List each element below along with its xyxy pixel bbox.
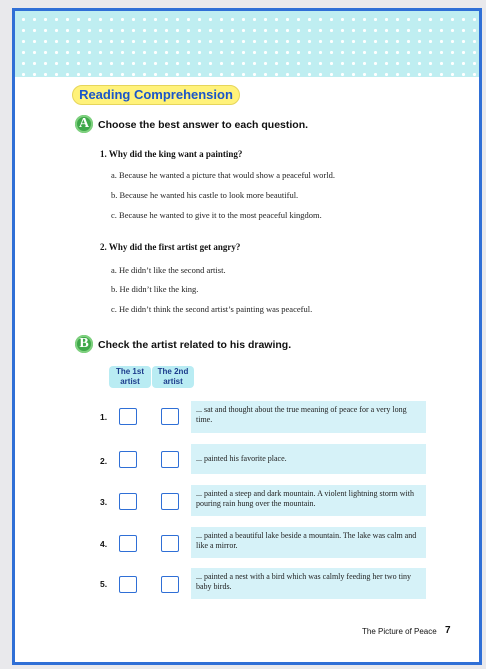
section-header: Reading Comprehension (72, 85, 240, 105)
question-2: 2. Why did the first artist get angry? (100, 242, 241, 252)
question-1: 1. Why did the king want a painting? (100, 149, 243, 159)
dotted-header-band (15, 11, 479, 77)
row-5-second-artist-checkbox[interactable] (161, 576, 179, 593)
row-2-description: ... painted his favorite place. (191, 444, 426, 474)
row-4-first-artist-checkbox[interactable] (119, 535, 137, 552)
row-number-1: 1. (100, 412, 108, 422)
row-5-description: ... painted a nest with a bird which was calmly feeding her two tiny baby birds. (191, 568, 426, 599)
row-4-second-artist-checkbox[interactable] (161, 535, 179, 552)
question-2-option-b[interactable]: b. He didn’t like the king. (111, 284, 199, 294)
row-3-description: ... painted a steep and dark mountain. A violent lightning storm with pouring rain hung over the mountain. (191, 485, 426, 516)
section-a-badge: A (75, 115, 93, 133)
section-b-badge: B (75, 335, 93, 353)
row-1-second-artist-checkbox[interactable] (161, 408, 179, 425)
question-2-option-a[interactable]: a. He didn’t like the second artist. (111, 265, 226, 275)
page-number: 7 (445, 625, 451, 636)
section-a-title: Choose the best answer to each question. (98, 119, 309, 131)
footer-title: The Picture of Peace (362, 627, 437, 636)
row-5-first-artist-checkbox[interactable] (119, 576, 137, 593)
row-3-first-artist-checkbox[interactable] (119, 493, 137, 510)
row-1-description: ... sat and thought about the true meaning of peace for a very long time. (191, 401, 426, 433)
row-number-5: 5. (100, 579, 108, 589)
row-3-second-artist-checkbox[interactable] (161, 493, 179, 510)
row-2-second-artist-checkbox[interactable] (161, 451, 179, 468)
row-4-description: ... painted a beautiful lake beside a mountain. The lake was calm and like a mirror. (191, 527, 426, 558)
row-number-2: 2. (100, 456, 108, 466)
row-1-first-artist-checkbox[interactable] (119, 408, 137, 425)
row-number-3: 3. (100, 497, 108, 507)
workbook-page (12, 8, 482, 665)
section-b-title: Check the artist related to his drawing. (98, 339, 292, 351)
question-2-option-c[interactable]: c. He didn’t think the second artist’s painting was peaceful. (111, 304, 313, 314)
row-number-4: 4. (100, 539, 108, 549)
question-1-option-b[interactable]: b. Because he wanted his castle to look more beautiful. (111, 190, 299, 200)
column-header-first-artist: The 1st artist (109, 366, 151, 388)
question-1-option-c[interactable]: c. Because he wanted to give it to the most peaceful kingdom. (111, 210, 322, 220)
column-header-second-artist: The 2nd artist (152, 366, 194, 388)
row-2-first-artist-checkbox[interactable] (119, 451, 137, 468)
question-1-option-a[interactable]: a. Because he wanted a picture that would show a peaceful world. (111, 170, 335, 180)
